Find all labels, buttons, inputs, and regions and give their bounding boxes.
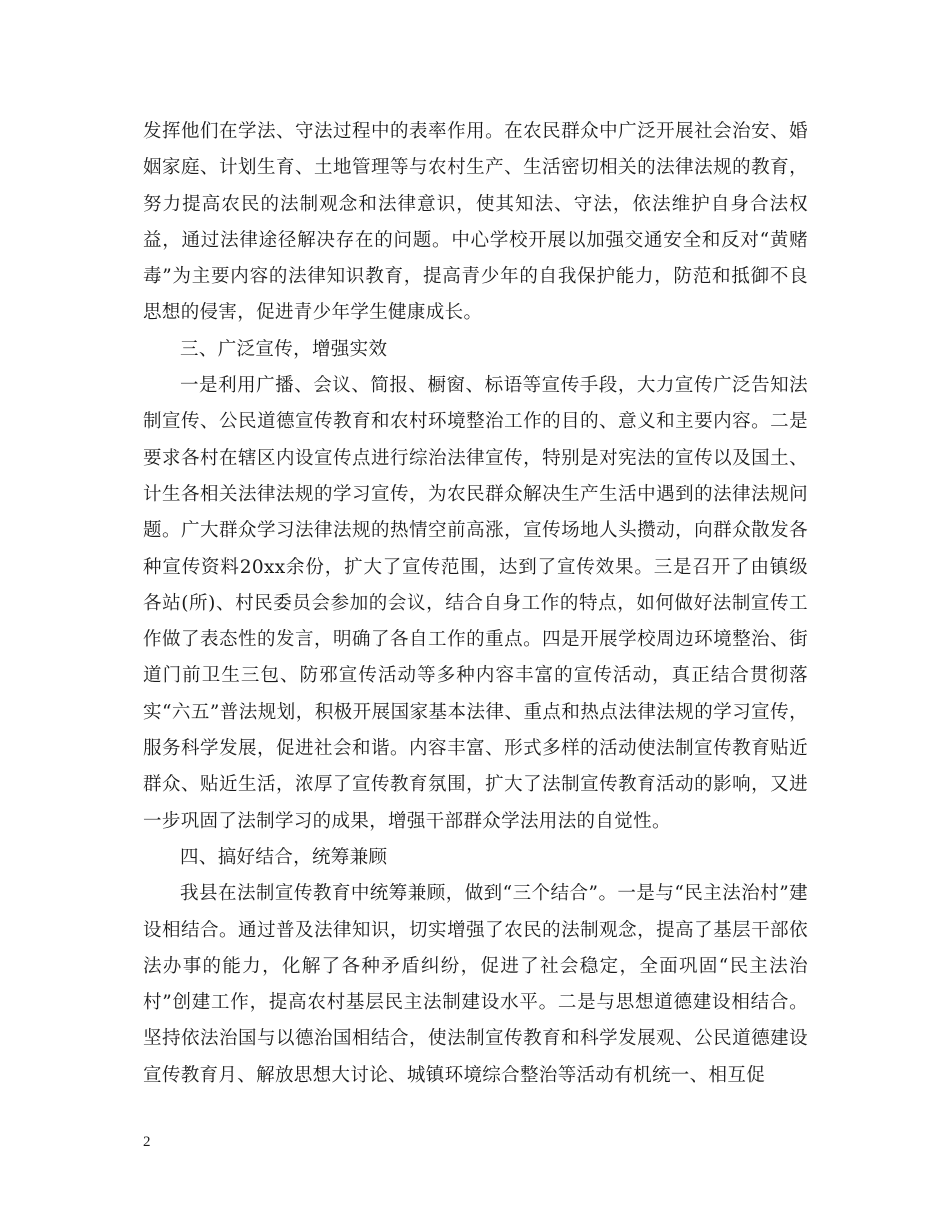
document-body [143,114,808,1094]
paragraph-combination: 我县在法制宣传教育中统筹兼顾，做到“三个结合”。一是与“民主法治村”建设相结合。通过普及法律知识，切实增强了农民的法制观念，提高了基层干部依法办事的能力，化解了各种矛盾纠纷，促进了社会稳定，全面巩固“民主法治村”创建工作，提高农村基层民主法制建设水平。二是与思想道德建设相结合。坚持依法治国与以德治国相结合，使法制宣传教育和科学发展观、公民道德建设宣传教育月、解放思想大讨论、城镇环境综合整治等活动有机统一、相互促 [143,883,808,1086]
section-heading-3: 三、广泛宣传，增强实效 [180,338,388,360]
paragraph-publicity: 一是利用广播、会议、简报、橱窗、标语等宣传手段，大力宣传广泛告知法制宣传、公民道德宣传教育和农村环境整治工作的目的、意义和主要内容。二是要求各村在辖区内设宣传点进行综治法律宣传，特别是对宪法的宣传以及国土、计生各相关法律法规的学习宣传，为农民群众解决生产生活中遇到的法律法规问题。广大群众学习法律法规的热情空前高涨，宣传场地人头攒动，向群众散发各种宣传资料20xx余份，扩大了宣传范围，达到了宣传效果。三是召开了由镇级各站(所)、村民委员会参加的会议，结合自身工作的特点，如何做好法制宣传工作做了表态性的发言，明确了各自工作的重点。四是开展学校周边环境整治、街道门前卫生三包、防邪宣传活动等多种内容丰富的宣传活动，真正结合贯彻落实“六五”普法规划，积极开展国家基本法律、重点和热点法律法规的学习宣传，服务科学发展，促进社会和谐。内容丰富、形式多样的活动使法制宣传教育贴近群众、贴近生活，浓厚了宣传教育氛围，扩大了法制宣传教育活动的影响，又进一步巩固了法制学习的成果，增强干部群众学法用法的自觉性。 [143,375,808,832]
paragraph-continuation: 发挥他们在学法、守法过程中的表率作用。在农民群众中广泛开展社会治安、婚姻家庭、计划生育、土地管理等与农村生产、生活密切相关的法律法规的教育，努力提高农民的法制观念和法律意识，使其知法、守法，依法维护自身合法权益，通过法律途径解决存在的问题。中心学校开展以加强交通安全和反对“黄赌毒”为主要内容的法律知识教育，提高青少年的自我保护能力，防范和抵御不良思想的侵害，促进青少年学生健康成长。 [143,121,808,324]
page-number: 2 [143,1134,151,1150]
section-heading-4: 四、搞好结合，统筹兼顾 [180,846,388,868]
